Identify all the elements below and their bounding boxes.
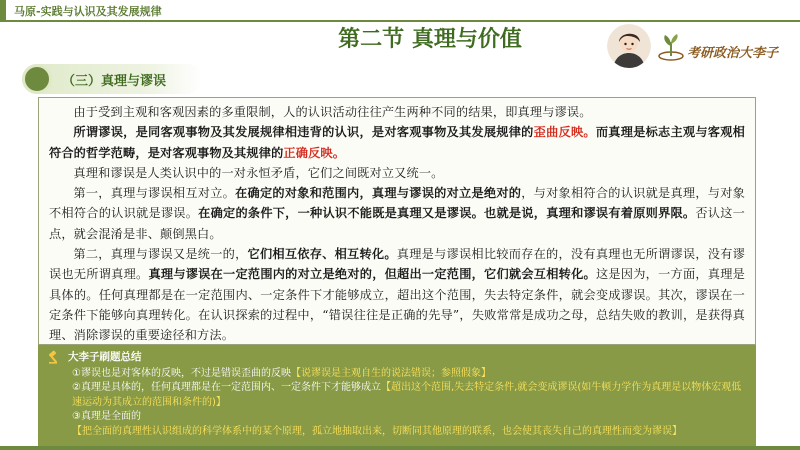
definition-error-text: 所谓谬误，是同客观事物及其发展规律相违背的认识，是对客观事物及其发展规律的 [73,125,534,140]
unity-bold-2: 真理与谬误在一定范围内的对立是绝对的，但超出一定范围，它们就会互相转化。 [148,267,596,282]
intro-text: 由于受到主观和客观因素的多重限制，人的认识活动往往产生两种不同的结果，即真理与谬误。 [73,105,592,119]
breadcrumb: 马原-实践与认识及其发展规律 [14,5,162,18]
summary-item-1-main: ①谬误也是对客体的反映，不过是错误歪曲的反映 [72,367,291,379]
highlight-correct: 正确反映。 [283,145,346,160]
brand-logo-area [607,24,792,68]
paragraph-contradiction [49,163,745,183]
brand-mark [657,32,787,62]
section-tab [22,64,202,94]
unity-text: 真理是与谬误相比较而存在的，没有真理也无所谓谬误，没有谬误也无所谓真理。 [49,247,745,282]
opposition-tail: 否认这一点，就会混淆是非、颠倒黑白。 [49,206,746,241]
summary-header [48,350,746,365]
section-label: （三）真理与谬误 [62,74,167,89]
summary-item [48,381,746,410]
content-box [38,97,756,345]
unity-bold-1: 它们相互依存、相互转化。 [247,247,397,262]
summary-panel [38,345,756,447]
page-title: 第二节 真理与价值 [338,27,522,52]
summary-item-1-note: 【说谬误是主观自生的说法错误；参照假象】 [290,367,491,379]
opposition-bold-2: 在确定的条件下，一种认识不能既是真理又是谬误。也就是说，真理和谬误有着原则界限。 [198,206,696,221]
top-bar-accent [0,0,6,22]
definition-truth-text: 而真理是标志主观与客观相符合的哲学范畴，是对客观事物及其规律的 [49,125,745,160]
section-dot-icon [22,64,52,94]
avatar [607,24,651,68]
paragraph-unity [49,244,745,345]
summary-item [48,410,746,439]
summary-item-2-main: ②真理是具体的，任何真理都是在一定范围内、一定条件下才能够成立 [72,382,381,393]
gavel-icon [48,350,62,364]
avatar-portrait-icon [607,24,651,68]
summary-item-3-note: 【把全面的真理性认识组成的科学体系中的某个原理，孤立地抽取出来，切断同其他原理的联系，也会使其丧失自己的真理性而变为谬误】 [72,425,682,437]
top-bar [0,0,800,22]
paragraph-definition [49,122,745,163]
bottom-bar [0,446,800,450]
summary-title: 大李子刷题总结 [68,351,142,363]
opposition-lead: 第一，真理与谬误相互对立。 [73,186,236,201]
sprout-emblem-icon [657,32,685,62]
brand-name: 考研政治大李子 [687,46,779,61]
summary-item-3-main: ③真理是全面的 [72,411,141,422]
highlight-distorted: 歪曲反映。 [533,125,596,140]
summary-item [48,367,746,382]
opposition-text: ，与对象相符合的认识就是真理，与对象不相符合的认识就是谬误。 [49,186,746,221]
opposition-bold-1: 在确定的对象和范围内，真理与谬误的对立是绝对的 [235,186,522,201]
unity-lead: 第二，真理与谬误又是统一的， [73,247,248,262]
paragraph-opposition [49,183,745,244]
paragraph-intro [49,102,745,122]
contradiction-text: 真理和谬误是人类认识中的一对永恒矛盾，它们之间既对立又统一。 [73,165,444,180]
summary-item-2-note: 【超出这个范围,失去特定条件,就会变成谬误(如牛顿力学作为真理是以物体宏观低速运动为其成立的范围和条件的)】 [72,382,742,408]
unity-tail: 这是因为，一方面，真理是具体的。任何真理都是在一定范围内、一定条件下才能够成立，超出这个范围，失去特定条件，就会变成谬误。其次，谬误在一定条件下能够向真理转化。在认识探索的过程中，“错误往往是正确的先导”，失败常常是成功之母，总结失败的教训，是获得真理、消除谬误的重要途径和方法。 [49,267,746,343]
